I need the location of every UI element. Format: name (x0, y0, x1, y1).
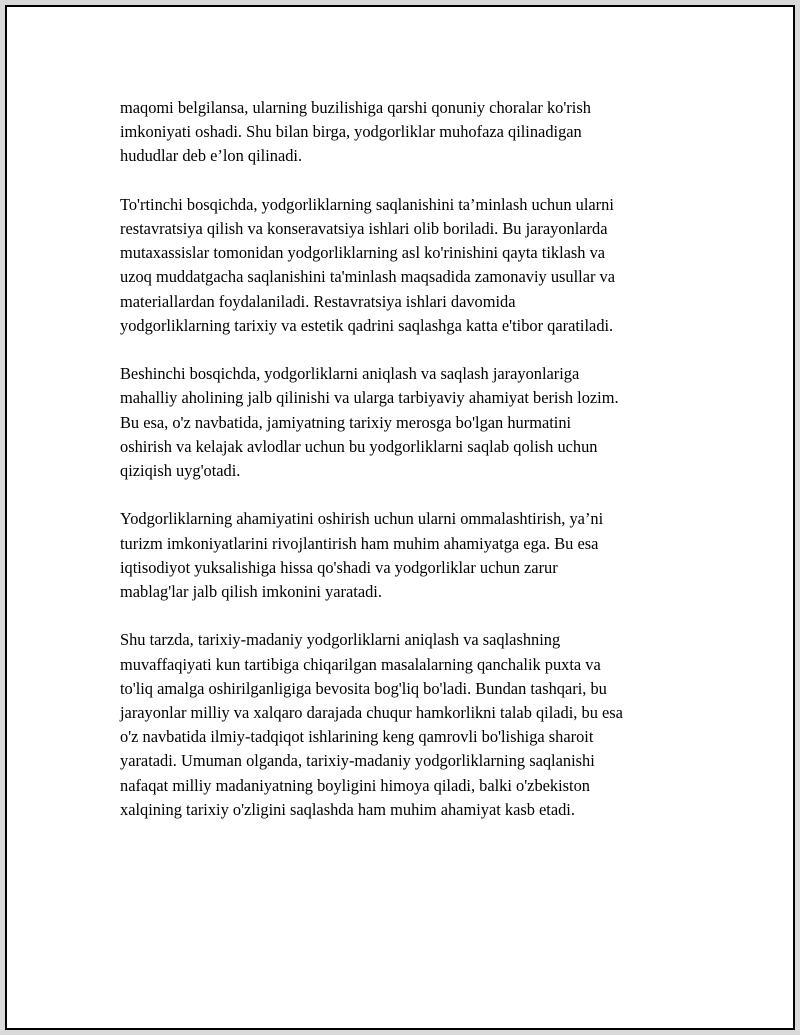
paragraph-2: To'rtinchi bosqichda, yodgorliklarning saqlanishini ta’minlash uchun ularni restavratsiya qilish va konseravatsiya ishlari olib boriladi. Bu jarayonlarda mutaxassislar tomonidan yodgorliklarning asl ko'rinishini qayta tiklash va uzoq muddatgacha saqlanishini ta'minlash maqsadida zamonaviy usullar va materiallardan foydalaniladi. Restavratsiya ishlari davomida yodgorliklarning tarixiy va estetik qadrini saqlashga katta e'tibor qaratiladi. (120, 194, 615, 335)
document-body (120, 96, 700, 846)
paragraph-5: Shu tarzda, tarixiy-madaniy yodgorliklarni aniqlash va saqlashning muvaffaqiyati kun tartibiga chiqarilgan masalalarning qanchalik puxta va to'liq amalga oshirilganligiga bevosita bog'liq bo'ladi. Bundan tashqari, bu jarayonlar milliy va xalqaro darajada chuqur hamkorlikni talab qiladi, bu esa o'z navbatida ilmiy-tadqiqot ishlarining keng qamrovli bo'lishiga sharoit yaratadi. Umuman olganda, tarixiy-madaniy yodgorliklarning saqlanishi nafaqat milliy madaniyatning boyligini himoya qiladi, balki o'zbekiston xalqining tarixiy o'zligini saqlashda ham muhim ahamiyat kasb etadi. (120, 630, 623, 819)
document-page (5, 5, 795, 1030)
paragraph-4: Yodgorliklarning ahamiyatini oshirish uchun ularni ommalashtirish, ya’ni turizm imkoniyatlarini rivojlantirish ham muhim ahamiyatga ega. Bu esa iqtisodiyot yuksalishiga hissa qo'shadi va yodgorliklar uchun zarur mablag'lar jalb qilish imkonini yaratadi. (120, 509, 604, 602)
paragraph-3: Beshinchi bosqichda, yodgorliklarni aniqlash va saqlash jarayonlariga mahalliy aholining jalb qilinishi va ularga tarbiyaviy ahamiyat berish lozim. Bu esa, o'z navbatida, jamiyatning tarixiy merosga bo'lgan hurmatini oshirish va kelajak avlodlar uchun bu yodgorliklarni saqlab qolish uchun qiziqish uyg'otadi. (120, 364, 619, 481)
paragraph-1: maqomi belgilansa, ularning buzilishiga qarshi qonuniy choralar ko'rish imkoniyati oshadi. Shu bilan birga, yodgorliklar muhofaza qilinadigan hududlar deb e’lon qilinadi. (120, 98, 591, 166)
